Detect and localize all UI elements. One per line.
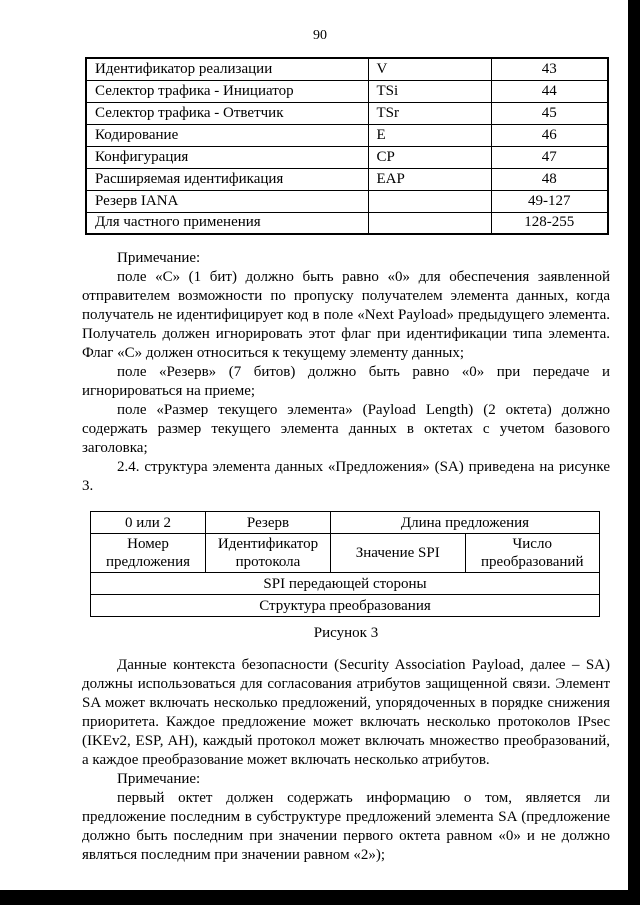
payload-name-cell: Резерв IANA — [86, 190, 368, 212]
payload-name-cell: Для частного применения — [86, 212, 368, 234]
payload-type-codes-table — [85, 57, 609, 235]
payload-code-cell: 47 — [491, 146, 608, 168]
payload-abbr-cell: E — [368, 124, 491, 146]
payload-abbr-cell: TSi — [368, 80, 491, 102]
payload-name-cell: Кодирование — [86, 124, 368, 146]
payload-name-cell: Идентификатор реализации — [86, 58, 368, 80]
table-row — [86, 190, 608, 212]
table-row — [86, 58, 608, 80]
payload-name-cell: Селектор трафика - Ответчик — [86, 102, 368, 124]
note-item-reserve: поле «Резерв» (7 битов) должно быть равно «0» при передаче и игнорироваться на приеме; — [82, 364, 610, 399]
fig-cell-transform-structure: Структура преобразования — [91, 595, 600, 617]
figure3-structure-table — [90, 511, 600, 617]
fig-cell-spi-size: Значение SPI — [331, 534, 466, 573]
payload-name-cell: Селектор трафика - Инициатор — [86, 80, 368, 102]
table-row — [86, 212, 608, 234]
payload-name-cell: Расширяемая идентификация — [86, 168, 368, 190]
note-item-length: поле «Размер текущего элемента» (Payload Length) (2 октета) должно содержать размер текущего элемента данных в октетах с учетом базового заголовка; — [82, 402, 610, 456]
payload-abbr-cell: TSr — [368, 102, 491, 124]
table-row — [91, 595, 600, 617]
payload-abbr-cell — [368, 212, 491, 234]
clause-2-4: 2.4. структура элемента данных «Предложения» (SA) приведена на рисунке 3. — [82, 459, 610, 494]
payload-abbr-cell — [368, 190, 491, 212]
sa-description-section — [82, 656, 610, 865]
table-row — [91, 534, 600, 573]
fig-cell-protocol-id: Идентификатор протокола — [206, 534, 331, 573]
scan-edge-bottom — [0, 890, 640, 905]
payload-name-cell: Конфигурация — [86, 146, 368, 168]
payload-code-cell: 45 — [491, 102, 608, 124]
table-row — [91, 573, 600, 595]
fig-cell-first-octet: 0 или 2 — [91, 512, 206, 534]
figure-caption: Рисунок 3 — [313, 625, 379, 641]
note-first-octet: первый октет должен содержать информацию о том, является ли предложение последним в субструктуре предложений элемента SA (предложение должно быть последним при значении первого октета равном «0» и не должно являться последним при значении равном «2»); — [82, 790, 610, 863]
payload-abbr-cell: CP — [368, 146, 491, 168]
fig-cell-transform-count: Число преобразований — [465, 534, 600, 573]
note-item-c-flag: поле «С» (1 бит) должно быть равно «0» для обеспечения заявленной отправителем возможности по пропуску получателем элемента данных, когда получатель не идентифицирует код в поле «Next Payload» предыдущего элемента. Получатель должен игнорировать этот флаг при идентификации типа элемента. Флаг «С» должен относиться к текущему элементу данных; — [82, 269, 610, 361]
payload-abbr-cell: V — [368, 58, 491, 80]
fig-cell-proposal-number: Номер предложения — [91, 534, 206, 573]
table-row — [86, 168, 608, 190]
fig-cell-spi: SPI передающей стороны — [91, 573, 600, 595]
table-row — [86, 146, 608, 168]
notes-section — [82, 249, 610, 496]
table-row — [86, 102, 608, 124]
table-row — [86, 124, 608, 146]
payload-code-cell: 46 — [491, 124, 608, 146]
page-number: 90 — [313, 28, 327, 43]
payload-code-cell: 44 — [491, 80, 608, 102]
scan-edge-right — [628, 0, 640, 905]
fig-cell-reserve: Резерв — [206, 512, 331, 534]
payload-code-cell: 48 — [491, 168, 608, 190]
payload-code-cell: 128-255 — [491, 212, 608, 234]
table-row — [86, 80, 608, 102]
note-title: Примечание: — [117, 250, 201, 266]
payload-abbr-cell: EAP — [368, 168, 491, 190]
fig-cell-proposal-length: Длина предложения — [331, 512, 600, 534]
table-row — [91, 512, 600, 534]
sa-paragraph: Данные контекста безопасности (Security Association Payload, далее – SA) должны использоваться для согласования атрибутов защищенной связи. Элемент SA может включать несколько предложений, упорядоченных в порядке снижения приоритета. Каждое предложение может включать несколько протоколов IPsec (IKEv2, ESP, AH), каждый протокол может включать множество преобразований, а каждое преобразование может включать несколько атрибутов. — [82, 657, 610, 768]
payload-code-cell: 43 — [491, 58, 608, 80]
payload-code-cell: 49-127 — [491, 190, 608, 212]
note-title: Примечание: — [117, 771, 201, 787]
